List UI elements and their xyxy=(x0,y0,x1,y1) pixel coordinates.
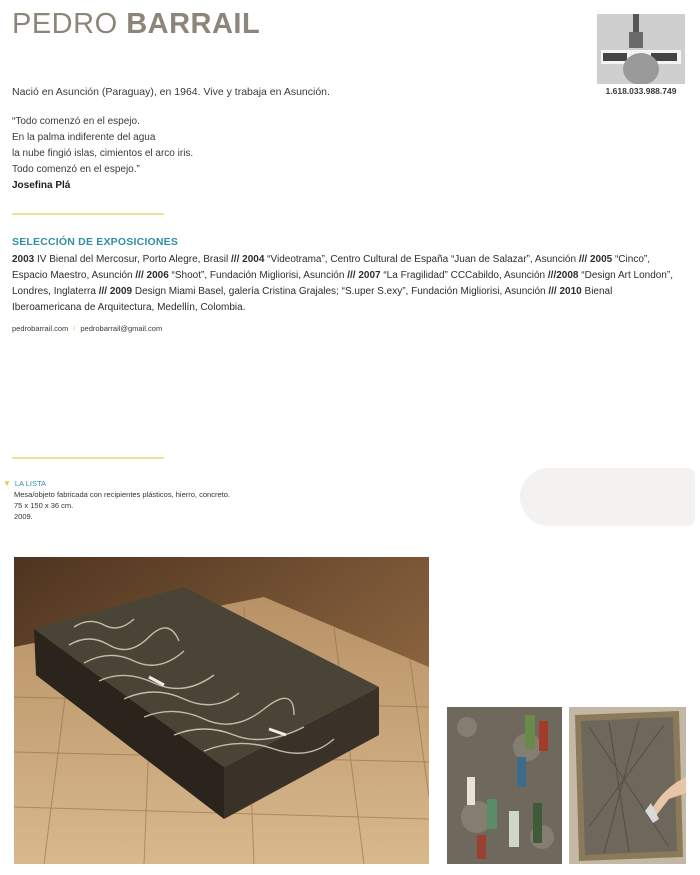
artwork-title: LA LISTA xyxy=(14,479,47,488)
exhibition-text: Bienal Iberoamericana de Arquitectura, Medellín, Colombia. xyxy=(12,286,613,313)
exhibition-text: “Videotrama”, Centro Cultural de España “Juan de Salazar”, Asunción xyxy=(264,254,579,265)
exhibition-year: 2010 xyxy=(556,286,582,297)
exhibition-entry xyxy=(99,286,549,297)
exhibition-sep: /// xyxy=(231,254,240,265)
exhibition-sep: /// xyxy=(548,286,557,297)
quote-line: Todo comenzó en el espejo.” xyxy=(12,164,140,175)
exhibition-entry xyxy=(135,270,347,281)
exhibition-sep: /// xyxy=(98,286,108,297)
exhibition-text: Design Miami Basel, galería Cristina Grajales; “S.uper S.exy”, Fundación Migliorisi, Asunción xyxy=(132,286,549,297)
process-photo-bottles-image xyxy=(447,707,562,864)
print-smear xyxy=(520,468,695,526)
exhibition-sep: /// xyxy=(578,254,588,265)
contact-links xyxy=(12,324,162,333)
quote-line: la nube fingió islas, cimientos el arco iris. xyxy=(12,148,194,159)
exhibition-year: 2008 xyxy=(556,270,579,281)
exhibition-entry xyxy=(231,254,579,265)
exhibition-sep: /// xyxy=(135,270,144,281)
exhibition-text: “Design Art London”, Londres, Inglaterra xyxy=(12,270,673,297)
exhibition-text: “Cinco”, Espacio Maestro, Asunción xyxy=(12,254,650,281)
artwork-caption xyxy=(3,478,230,522)
exhibition-year: 2009 xyxy=(107,286,133,297)
exhibition-year: 2003 xyxy=(12,254,35,265)
exhibition-year: 2004 xyxy=(239,254,265,265)
exhibition-year: 2006 xyxy=(143,270,169,281)
artist-last-name: BARRAIL xyxy=(126,8,261,40)
artwork-description: Mesa/objeto fabricada con recipientes plásticos, hierro, concreto. xyxy=(14,490,230,499)
artwork-photo-image xyxy=(14,557,429,864)
process-photo-bottles xyxy=(447,707,562,864)
section-divider xyxy=(12,457,164,459)
process-photo-concrete-image xyxy=(569,707,686,864)
exhibition-text: “Shoot”, Fundación Migliorisi, Asunción xyxy=(168,270,348,281)
exhibition-entry xyxy=(12,254,231,265)
artwork-year: 2009. xyxy=(14,512,33,521)
email-link[interactable]: pedrobarrail@gmail.com xyxy=(80,324,163,333)
exhibitions-heading: SELECCIÓN DE EXPOSICIONES xyxy=(12,236,179,248)
exhibition-text: IV Bienal del Mercosur, Porto Alegre, Brasil xyxy=(34,254,232,265)
exhibition-sep: /// xyxy=(347,270,356,281)
artist-name xyxy=(12,8,260,41)
link-separator: / xyxy=(73,324,76,333)
exhibition-entry xyxy=(347,270,548,281)
exhibition-year: 2007 xyxy=(355,270,381,281)
artwork-photo-main xyxy=(14,557,429,864)
artwork-dimensions: 75 x 150 x 36 cm. xyxy=(14,501,74,510)
quote-author: Josefina Plá xyxy=(12,180,71,191)
process-photo-concrete xyxy=(569,707,686,864)
section-divider xyxy=(12,213,164,215)
artist-portrait xyxy=(597,14,685,98)
artist-first-name: PEDRO xyxy=(12,8,118,40)
exhibition-year: 2005 xyxy=(587,254,613,265)
quote-line: “Todo comenzó en el espejo. xyxy=(12,116,140,127)
exhibition-text: “La Fragilidad” CCCabildo, Asunción xyxy=(380,270,548,281)
exhibition-sep: /// xyxy=(547,270,557,281)
epigraph-quote xyxy=(12,114,193,194)
website-link[interactable]: pedrobarrail.com xyxy=(12,324,69,333)
portrait-caption: 1.618.033.988.749 xyxy=(597,84,685,98)
exhibitions-list xyxy=(12,252,682,316)
artist-bio: Nació en Asunción (Paraguay), en 1964. Vive y trabaja en Asunción. xyxy=(12,86,330,98)
caret-down-icon: ▼ xyxy=(3,479,11,488)
quote-line: En la palma indiferente del agua xyxy=(12,132,156,143)
